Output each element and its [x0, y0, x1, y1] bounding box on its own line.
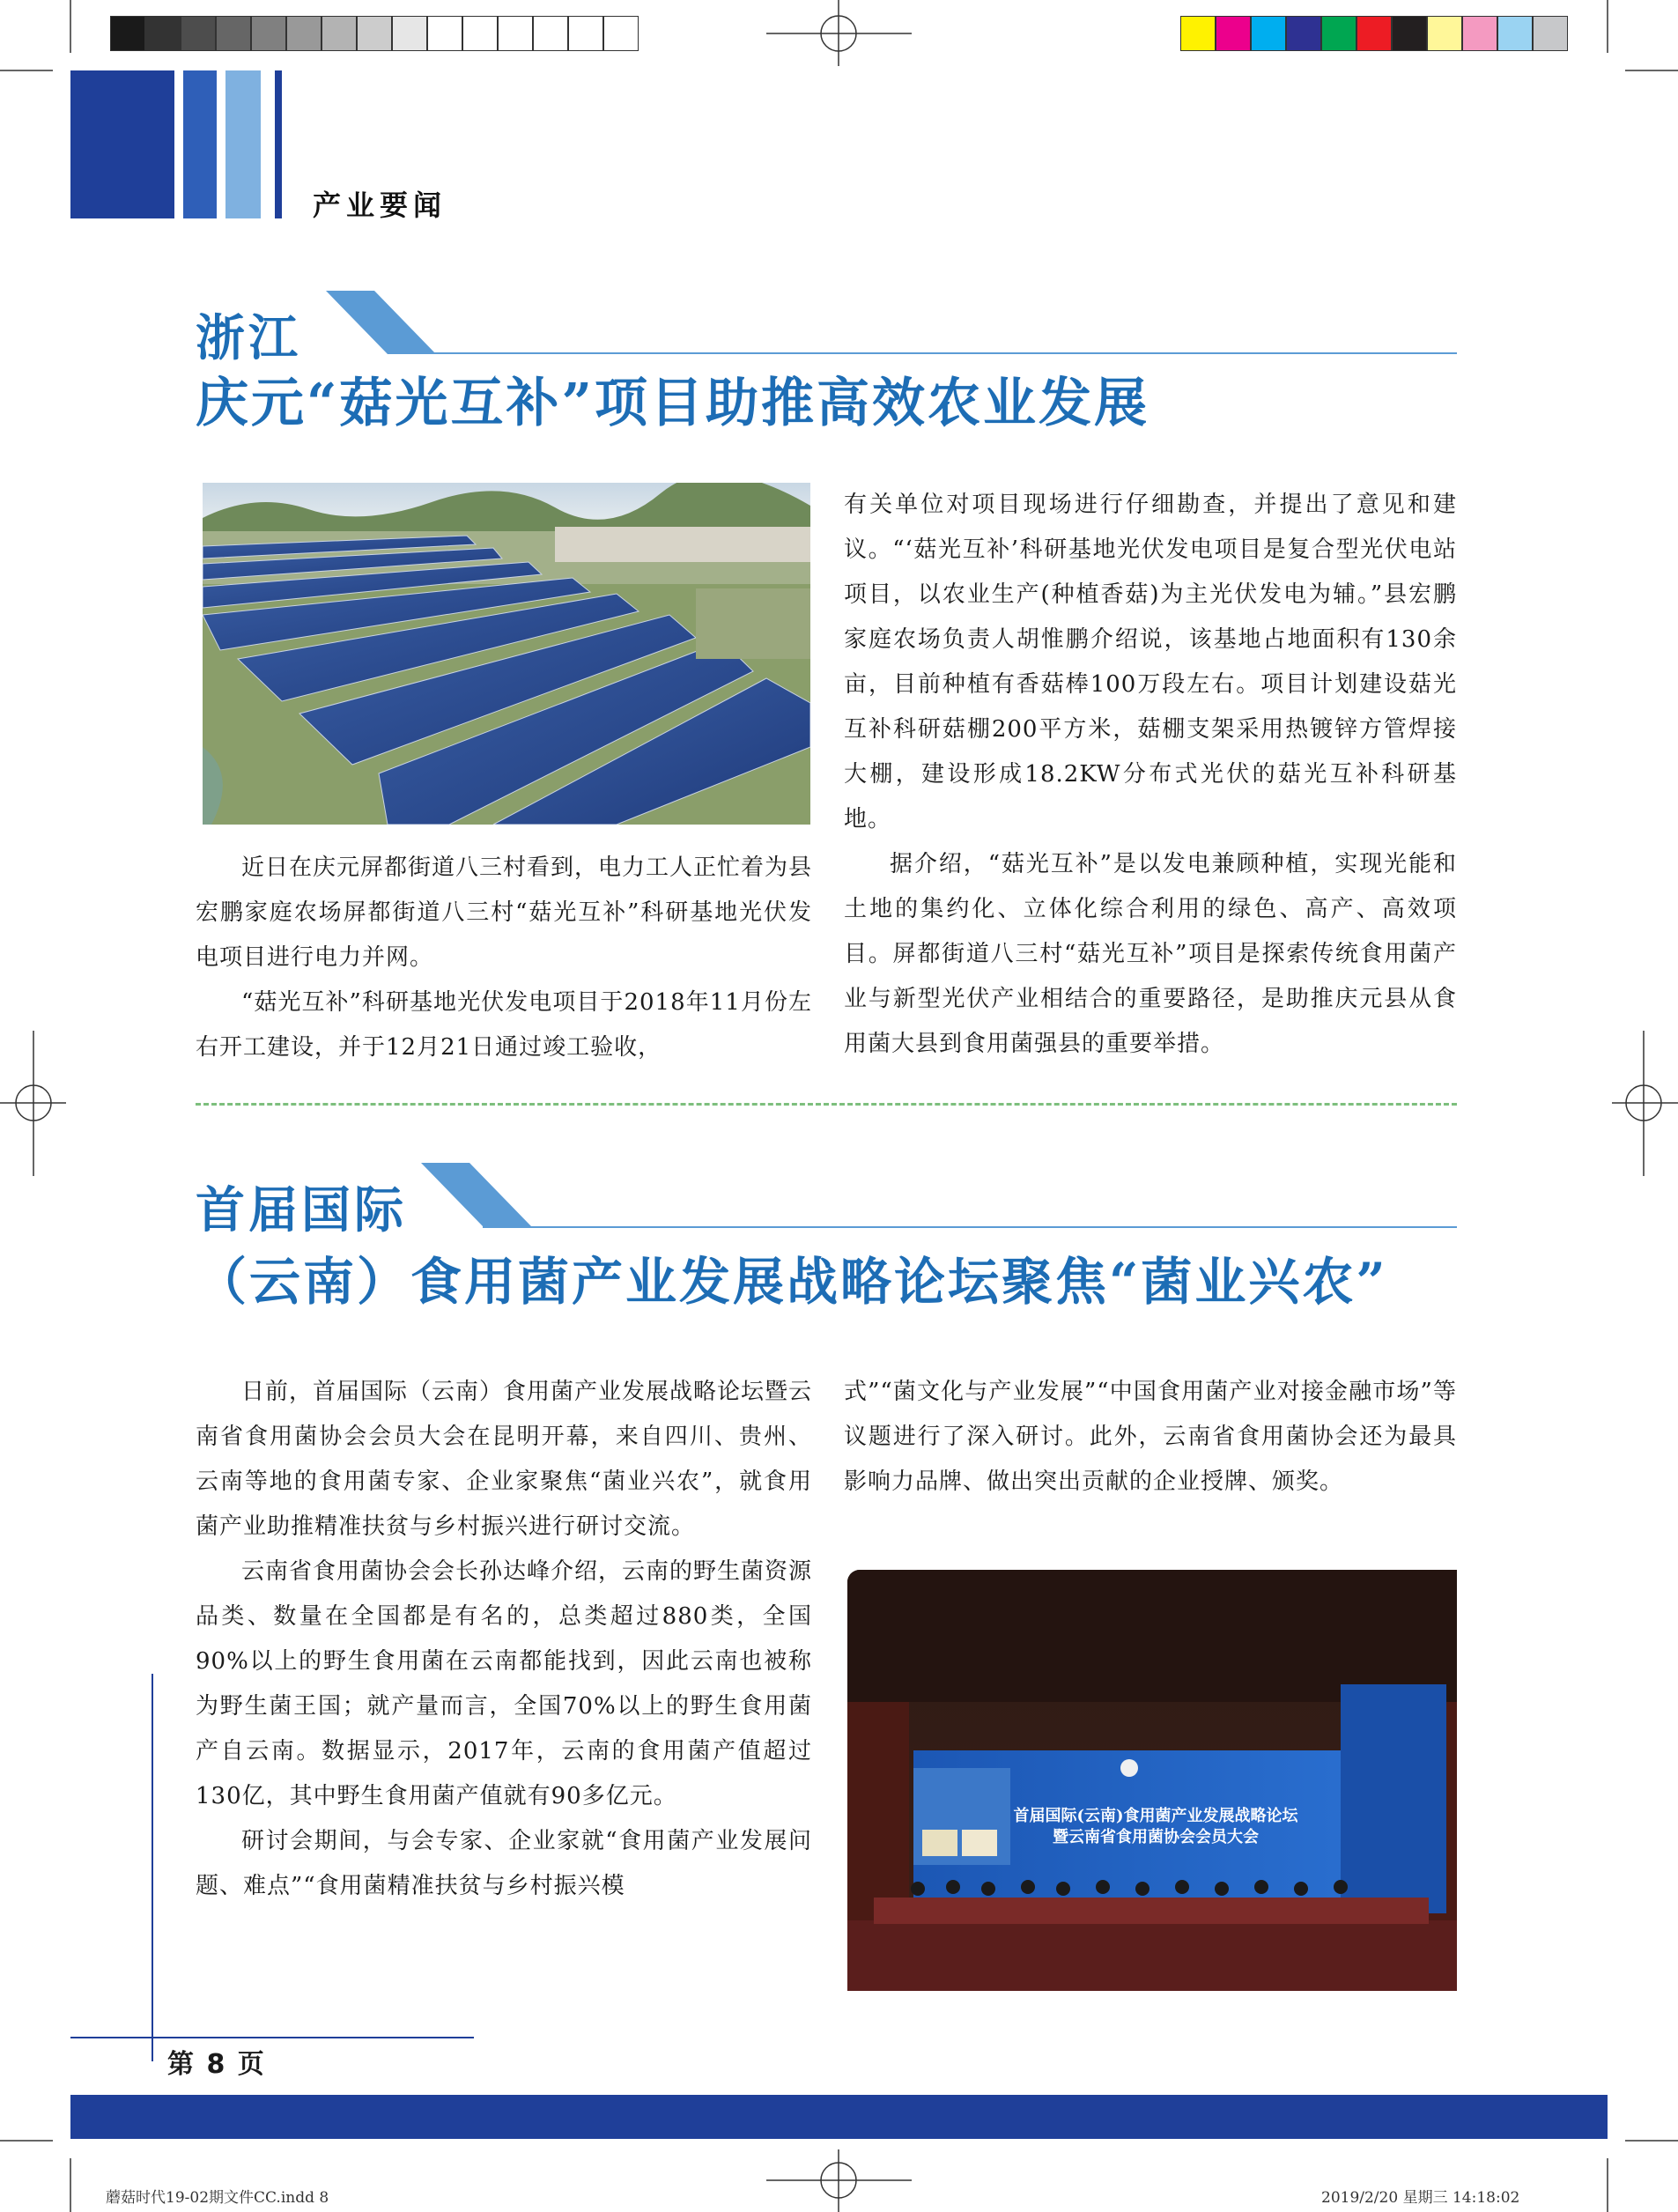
solar-greenhouse-photo [203, 483, 810, 825]
article2-paragraph: 式”“菌文化与产业发展”“中国食用菌产业对接金融市场”等议题进行了深入研讨。此外，云南省食用菌协会还为最具影响力品牌、做出突出贡献的企业授牌、颁奖。 [844, 1379, 1457, 1495]
article2-column-left [196, 1370, 812, 1909]
article1-paragraph: 有关单位对项目现场进行仔细勘查，并提出了意见和建议。“‘菇光互补’科研基地光伏发电项目是复合型光伏电站项目，以农业生产(种植香菇)为主光伏发电为辅。”县宏鹏家庭农场负责人胡惟鹏介绍说，该基地占地面积有130余亩，目前种植有香菇棒100万段左右。项目计划建设菇光互补科研菇棚200平方米，菇棚支架采用热镀锌方管焊接大棚，建设形成18.2KW分布式光伏的菇光互补科研基地。 [844, 492, 1457, 832]
header-block-mid [183, 70, 217, 218]
article1-paragraph: 据介绍，“菇光互补”是以发电兼顾种植，实现光能和土地的集约化、立体化综合利用的绿色、高产、高效项目。屏都街道八三村“菇光互补”项目是探索传统食用菌产业与新型光伏产业相结合的重要路径，是助推庆元县从食用菌大县到食用菌强县的重要举措。 [844, 851, 1457, 1057]
article2-title-chevron [421, 1163, 536, 1229]
article2-paragraph: 日前，首届国际（云南）食用菌产业发展战略论坛暨云南省食用菌协会会员大会在昆明开幕，来自四川、贵州、云南等地的食用菌专家、企业家聚焦“菌业兴农”，就食用菌产业助推精准扶贫与乡村振兴进行研讨交流。 [196, 1379, 813, 1540]
article1-title: 庆元“菇光互补”项目助推高效农业发展 [196, 373, 1150, 434]
article2-title: （云南）食用菌产业发展战略论坛聚焦“菌业兴农” [196, 1252, 1388, 1312]
article1-kicker: 浙江 [196, 309, 301, 367]
file-slug: 蘑菇时代19-02期文件CC.indd 8 [106, 2189, 329, 2207]
section-label: 产业要闻 [313, 189, 447, 222]
footer-band [70, 2095, 1608, 2139]
article1-title-chevron [326, 291, 440, 357]
forum-stage-photo [847, 1570, 1457, 1991]
article1-paragraph: “菇光互补”科研基地光伏发电项目于2018年11月份左右开工建设，并于12月21日通过竣工验收， [196, 989, 812, 1061]
article2-title-rule [483, 1226, 1457, 1228]
article1-column-left [196, 846, 812, 1070]
article1-column-right [844, 483, 1457, 1067]
forum-banner-text [953, 1806, 1358, 1848]
section-divider [196, 1103, 1457, 1106]
article2-paragraph: 研讨会期间，与会专家、企业家就“食用菌产业发展问题、难点”“食用菌精准扶贫与乡村振兴模 [196, 1828, 812, 1899]
header-block-dark [70, 70, 174, 218]
header-block-light [225, 70, 261, 218]
article2-column-right [844, 1370, 1457, 1505]
article1-title-rule [388, 352, 1457, 354]
page-number: 第 8 页 [167, 2049, 266, 2080]
date-slug: 2019/2/20 星期三 14:18:02 [1321, 2189, 1520, 2207]
footer-vertical-rule [152, 1674, 153, 2061]
article2-paragraph: 云南省食用菌协会会长孙达峰介绍，云南的野生菌资源品类、数量在全国都是有名的，总类超过880类，全国90%以上的野生食用菌在云南都能找到，因此云南也被称为野生菌王国；就产量而言，全国70%以上的野生食用菌产自云南。数据显示，2017年，云南的食用菌产值超过130亿，其中野生食用菌产值就有90多亿元。 [196, 1558, 813, 1809]
forum-banner-line1: 首届国际(云南)食用菌产业发展战略论坛 [1013, 1807, 1298, 1825]
footer-rule [70, 2037, 474, 2038]
forum-banner-line2: 暨云南省食用菌协会会员大会 [1053, 1828, 1259, 1846]
article1-paragraph: 近日在庆元屏都街道八三村看到，电力工人正忙着为县宏鹏家庭农场屏都街道八三村“菇光互补”科研基地光伏发电项目进行电力并网。 [196, 854, 813, 971]
article2-kicker: 首届国际 [196, 1181, 407, 1239]
header-block-thin [275, 70, 282, 218]
